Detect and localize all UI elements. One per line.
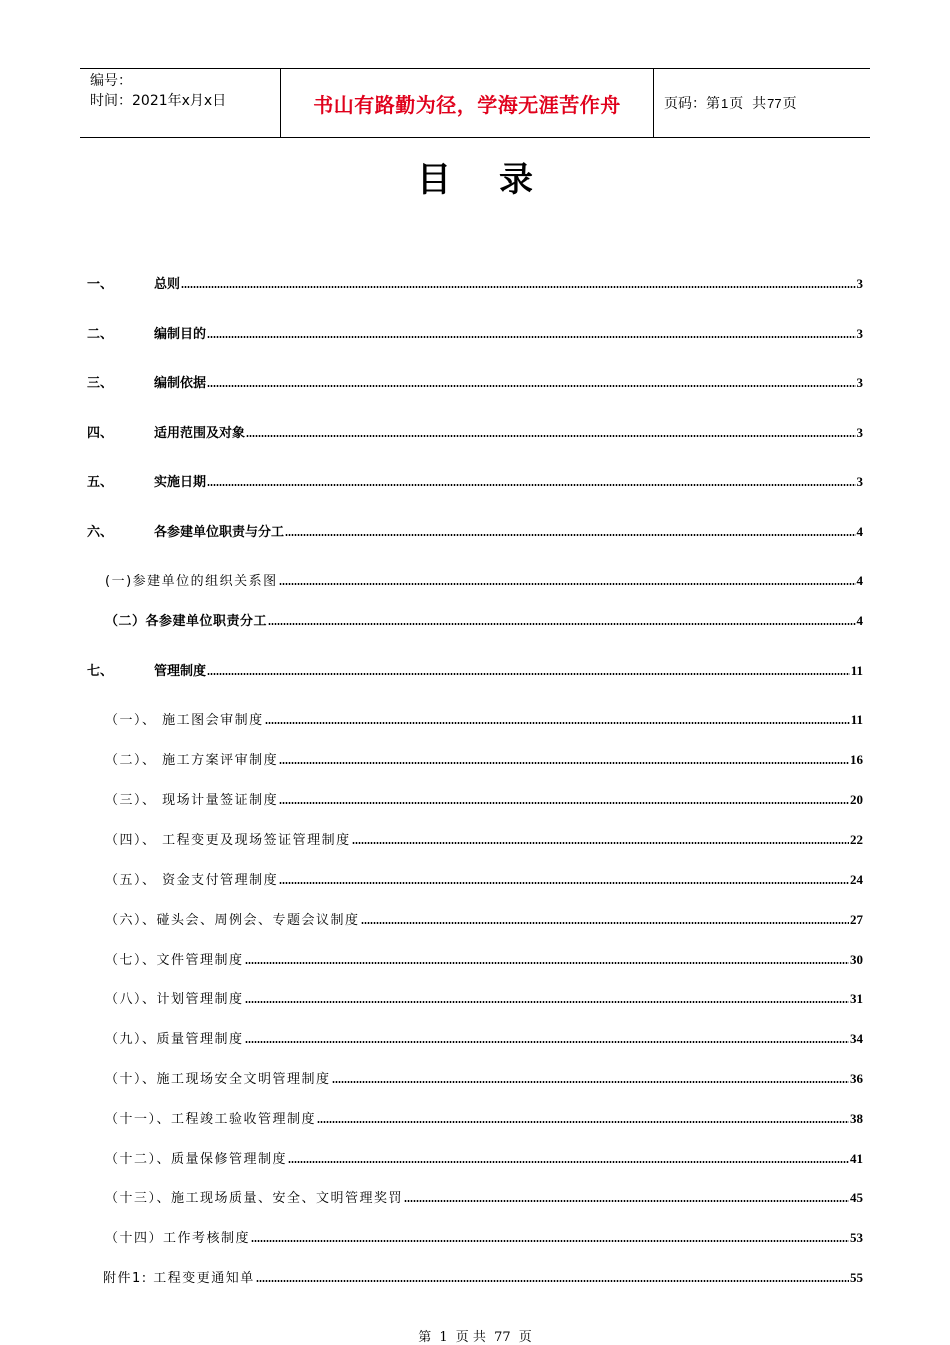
toc-leader-dots — [279, 762, 849, 764]
toc-entry-page: 4 — [856, 573, 863, 588]
page-footer — [0, 1326, 950, 1345]
toc-entry[interactable] — [87, 1184, 863, 1206]
toc-leader-dots — [352, 842, 849, 844]
footer-prefix: 第 — [418, 1330, 432, 1345]
toc-entry[interactable] — [87, 1065, 863, 1087]
toc-entry-label: 附件1: 工程变更通知单 — [103, 1271, 255, 1286]
toc-leader-dots — [268, 623, 855, 625]
toc-entry[interactable] — [87, 567, 863, 589]
toc-entry[interactable] — [87, 270, 863, 292]
toc-entry-page: 4 — [856, 524, 863, 539]
toc-entry-page: 41 — [850, 1151, 863, 1166]
toc-entry-label: 总则 — [154, 277, 181, 292]
toc-entry-label: （十三）、施工现场质量、安全、文明管理奖罚 — [105, 1191, 404, 1206]
toc-entry-label: （七）、文件管理制度 — [105, 953, 244, 968]
toc-entry[interactable] — [87, 906, 863, 928]
toc-entry-number: 七、 — [87, 664, 114, 679]
toc-entry-page: 55 — [850, 1270, 863, 1285]
toc-entry-label: （五）、 资金支付管理制度 — [105, 873, 279, 888]
toc-entry-label: 管理制度 — [154, 664, 207, 679]
toc-entry-page: 53 — [850, 1230, 863, 1245]
toc-leader-dots — [207, 484, 855, 486]
toc-entry-page: 3 — [856, 474, 863, 489]
toc-leader-dots — [207, 336, 855, 338]
toc-entry[interactable] — [87, 657, 863, 679]
header-page-info — [654, 69, 870, 137]
toc-entry[interactable] — [87, 826, 863, 848]
toc-entry[interactable] — [87, 419, 863, 441]
toc-entry-label: （一）、 施工图会审制度 — [105, 713, 264, 728]
toc-leader-dots — [279, 583, 856, 585]
toc-entry[interactable] — [87, 1145, 863, 1167]
footer-mid: 页 共 — [455, 1330, 486, 1345]
page-header — [80, 68, 870, 138]
toc-leader-dots — [404, 1200, 849, 1202]
toc-leader-dots — [245, 1001, 849, 1003]
toc-entry-label: （二）各参建单位职责分工 — [105, 614, 268, 629]
toc-entry-label: （九）、质量管理制度 — [105, 1032, 244, 1047]
header-page-total: 77 — [767, 95, 782, 111]
toc-entry[interactable] — [87, 468, 863, 490]
toc-entry-number: 六、 — [87, 525, 114, 540]
toc-leader-dots — [207, 385, 855, 387]
toc-entry-page: 30 — [850, 952, 863, 967]
toc-entry-page: 3 — [856, 276, 863, 291]
header-page-prefix: 页码：第 — [664, 96, 720, 112]
toc-leader-dots — [285, 534, 855, 536]
toc-entry[interactable] — [87, 1264, 863, 1286]
toc-entry-label: （三）、 现场计量签证制度 — [105, 793, 279, 808]
toc-entry-label: （十）、施工现场安全文明管理制度 — [105, 1072, 331, 1087]
toc-entry-page: 3 — [856, 375, 863, 390]
toc-leader-dots — [361, 922, 849, 924]
toc-leader-dots — [245, 1041, 849, 1043]
toc-entry[interactable] — [87, 946, 863, 968]
toc-entry-label: （二）、 施工方案评审制度 — [105, 753, 279, 768]
toc-entry[interactable] — [87, 607, 863, 629]
header-page-suffix: 页 — [782, 96, 797, 112]
footer-suffix: 页 — [518, 1330, 532, 1345]
toc-entry[interactable] — [87, 866, 863, 888]
toc-entry-page: 38 — [850, 1111, 863, 1126]
toc-entry[interactable] — [87, 1224, 863, 1246]
toc-entry-label: （四）、 工程变更及现场签证管理制度 — [105, 833, 351, 848]
header-page-number: 1 — [721, 95, 729, 111]
toc-entry-page: 22 — [850, 832, 863, 847]
toc-entry-page: 24 — [850, 872, 863, 887]
page-title: 目录 — [417, 160, 581, 200]
toc-entry-page: 3 — [856, 326, 863, 341]
toc-entry[interactable] — [87, 985, 863, 1007]
toc-entry-label: 编制目的 — [154, 327, 207, 342]
toc-entry-page: 34 — [850, 1031, 863, 1046]
toc-leader-dots — [181, 286, 855, 288]
toc-leader-dots — [265, 722, 850, 724]
toc-entry-page: 45 — [850, 1190, 863, 1205]
toc-leader-dots — [251, 1240, 849, 1242]
toc-entry-page: 4 — [856, 613, 863, 628]
toc-entry-label: （六）、碰头会、周例会、专题会议制度 — [105, 913, 360, 928]
toc-leader-dots — [332, 1081, 849, 1083]
toc-entry-number: 二、 — [87, 327, 114, 342]
toc-entry-number: 四、 — [87, 426, 114, 441]
toc-entry-page: 20 — [850, 792, 863, 807]
document-number-label: 编号： — [90, 73, 132, 89]
header-motto: 书山有路勤为径，学海无涯苦作舟 — [281, 69, 654, 137]
toc-leader-dots — [245, 962, 849, 964]
toc-entry[interactable] — [87, 706, 863, 728]
toc-entry-label: 各参建单位职责与分工 — [154, 525, 285, 540]
toc-entry-page: 16 — [850, 752, 863, 767]
toc-entry[interactable] — [87, 786, 863, 808]
footer-page-total: 77 — [494, 1330, 511, 1345]
header-page-mid: 页 共 — [729, 96, 767, 112]
toc-leader-dots — [279, 802, 849, 804]
toc-entry-label: （十二）、质量保修管理制度 — [105, 1152, 288, 1167]
toc-entry-page: 36 — [850, 1071, 863, 1086]
toc-entry-page: 3 — [856, 425, 863, 440]
toc-entry-label: 编制依据 — [154, 376, 207, 391]
toc-entry[interactable] — [87, 320, 863, 342]
toc-entry[interactable] — [87, 1025, 863, 1047]
toc-leader-dots — [256, 1280, 849, 1282]
toc-entry[interactable] — [87, 369, 863, 391]
toc-leader-dots — [288, 1161, 849, 1163]
toc-entry-number: 五、 — [87, 475, 114, 490]
toc-leader-dots — [317, 1121, 849, 1123]
toc-leader-dots — [279, 882, 849, 884]
footer-page-number: 1 — [439, 1330, 448, 1345]
toc-entry-label: (一)参建单位的组织关系图 — [105, 574, 278, 589]
toc-entry-label: 实施日期 — [154, 475, 207, 490]
toc-entry-number: 一、 — [87, 277, 114, 292]
toc-entry[interactable] — [87, 1105, 863, 1127]
toc-entry[interactable] — [87, 746, 863, 768]
toc-entry-number: 三、 — [87, 376, 114, 391]
document-date-label: 时间：2021年x月x日 — [90, 93, 227, 109]
toc-leader-dots — [246, 435, 855, 437]
toc-entry-label: （十一）、工程竣工验收管理制度 — [105, 1112, 317, 1127]
header-meta — [80, 69, 281, 137]
toc-entry-page: 27 — [850, 912, 863, 927]
toc-entry-label: （八）、计划管理制度 — [105, 992, 244, 1007]
toc-entry-page: 11 — [850, 663, 863, 678]
toc-entry-page: 11 — [850, 712, 863, 727]
toc-entry[interactable] — [87, 518, 863, 540]
toc-leader-dots — [207, 673, 850, 675]
toc-entry-label: （十四）工作考核制度 — [105, 1231, 251, 1246]
toc-entry-label: 适用范围及对象 — [154, 426, 246, 441]
toc-entry-page: 31 — [850, 991, 863, 1006]
